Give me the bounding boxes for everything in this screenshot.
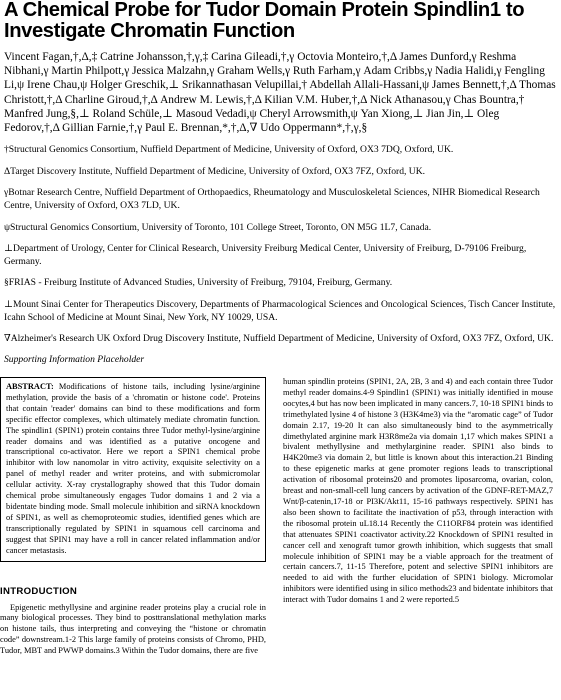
section-heading: INTRODUCTION <box>0 585 78 597</box>
affiliation: ∇Alzheimer's Research UK Oxford Drug Discovery Institute, Nuffield Department of Medicine, University of Oxford, OX3 7FZ, Oxford, UK. <box>4 333 554 345</box>
author-list: Vincent Fagan,†,Δ,‡ Catrine Johansson,†,γ,‡ Carina Gileadi,†,γ Octovia Monteiro,†,Δ James Dunford,γ Reshma Nibhani,γ Martin Philpott,γ Jessica Malzahn,γ Graham Wells,γ Ruth Farham,γ Adam Cribbs,γ Nadia Halidi,γ Fengling Li,ψ Irene Chau,ψ Holger Greschik,⊥ Srikannathasan Velupillai,† Abdellah Allali-Hassani,ψ James Bennett,†,Δ Thomas Christott,†,Δ Charline Giroud,†,Δ Andrew M. Lewis,†,Δ Kilian V.M. Huber,†,Δ Nick Athanasou,γ Chas Bountra,† Manfred Jung,§,⊥ Roland Schüle,⊥ Masoud Vedadi,ψ Cheryl Arrowsmith,ψ Yan Xiong,⊥ Jian Jin,⊥ Oleg Fedorov,†,Δ Gillian Farnie,†,γ Paul E. Brennan,*,†,Δ,∇ Udo Oppermann*,†,γ,§ <box>4 51 556 135</box>
left-column <box>0 377 266 657</box>
paper-title: A Chemical Probe for Tudor Domain Protein Spindlin1 to Investigate Chromatin Function <box>4 0 525 42</box>
right-column <box>283 377 553 606</box>
intro-paragraph: Epigenetic methyllysine and arginine reader proteins play a crucial role in many biological processes. They bind to posttranslational methylation marks on histone tails, thus interpreting and conveying the “histone or chromatin code” downstream.1-2 This large family of proteins consists of Chromo, PHD, Tudor, MBT and PWWP domains.3 Within the Tudor domains, there are five <box>0 602 266 656</box>
paper-page <box>4 0 557 365</box>
affiliation: §FRIAS - Freiburg Institute of Advanced Studies, University of Freiburg, 79104, Freiburg, Germany. <box>4 277 393 289</box>
affiliation: ⊥Mount Sinai Center for Therapeutics Discovery, Departments of Pharmacological Sciences and Oncological Sciences, Tisch Cancer Institute, Icahn School of Medicine at Mount Sinai, New York, NY 10029, USA. <box>4 298 556 323</box>
abstract-label: ABSTRACT: <box>6 382 54 391</box>
supporting-info: Supporting Information Placeholder <box>4 353 145 365</box>
affiliation: †Structural Genomics Consortium, Nuffield Department of Medicine, University of Oxford, OX3 7DQ, Oxford, UK. <box>4 144 454 156</box>
abstract-box <box>0 377 266 562</box>
affiliation: γBotnar Research Centre, Nuffield Department of Orthopaedics, Rheumatology and Musculoskeletal Sciences, NIHR Biomedical Research Centre, University of Oxford, OX3 7LD, UK. <box>4 187 540 211</box>
body-paragraph: human spindlin proteins (SPIN1, 2A, 2B, 3 and 4) and each contain three Tudor methyl reader domains.4-9 Spindlin1 (SPIN1) was initially identified in mouse oocytes,4 but has now been implicated in many cancers.7, 10-18 SPIN1 binds to trimethylated lysine 4 of histone 3 (H3K4me3) via the “aromatic cage” of Tudor domain 2.17, 19-20 It can also simultaneously bind to the asymmetrically dimethylated arginine mark H3R8me2a via domain 1,17 which makes SPIN1 a bivalent methyllysine and methylarginine reader. SPIN1 also binds to H4K20me3 via domain 2, but little is known about this interaction.21 Binding to these epigenetic marks at gene promoter regions leads to transcriptional activation of ribosomal proteins20 and promotes liposarcoma, ovarian, colon, breast and non-small-cell lung cancers by activation of the GDNF-RET-MAZ,7 Wnt/β-catenin,17-18 or PI3K/Akt11, 15-16 pathways respectively. SPIN1 has also been shown to facilitate the inactivation of p53, through interaction with the ribosomal protein uL18.14 Recently the C11ORF84 protein was identified that attenuates SPIN1 coactivator activity.22 Knockdown of SPIN1 resulted in cancer cell and xenograft tumor growth inhibition, which suggests that small molecule inhibition of SPIN1 may be a viable approach for the treatment of certain cancers.7, 11-15 Therefore, potent and selective SPIN1 inhibitors are needed to aid with the further elucidation of SPIN1 biology. Micromolar inhibitors were identified using in silico methods23 and bidentate inhibitors that interact with Tudor domains 1 and 2 were reported.5 <box>283 377 553 605</box>
abstract-text: Modifications of histone tails, including lysine/arginine methylation, provide the basis of a 'chromatin or histone code'. Proteins that contain 'reader' domains can bind to these modifications and form specific effector complexes, which ultimately mediate chromatin function. The spindlin1 (SPIN1) protein contains three Tudor methyl-lysine/arginine reader domains and was identified as a putative oncogene and transcriptional co-activator. Here we report a SPIN1 chemical probe inhibitor with low nanomolar in vitro activity, exquisite selectivity on a panel of methyl reader and writer proteins, and with submicromolar cellular activity. X-ray crystallography showed that this Tudor domain chemical probe simultaneously engages Tudor domains 1 and 2 via a bidentate binding mode. Small molecule inhibition and siRNA knockdown of SPIN1, as well as chemoproteomic studies, identified genes which are transcriptionally regulated by SPIN1 in squamous cell carcinoma and suggest that SPIN1 may have a roll in cancer related inflammation and/or cancer metastasis. <box>6 382 260 555</box>
affiliation: ψStructural Genomics Consortium, University of Toronto, 101 College Street, Toronto, ON M5G 1L7, Canada. <box>4 221 432 233</box>
affiliation: ⊥Department of Urology, Center for Clinical Research, University Freiburg Medical Center, University of Freiburg, D-79106 Freiburg, Germany. <box>4 243 527 267</box>
affiliation-list <box>4 144 557 346</box>
affiliation: ΔTarget Discovery Institute, Nuffield Department of Medicine, University of Oxford, OX3 7FZ, Oxford, UK. <box>4 165 426 177</box>
